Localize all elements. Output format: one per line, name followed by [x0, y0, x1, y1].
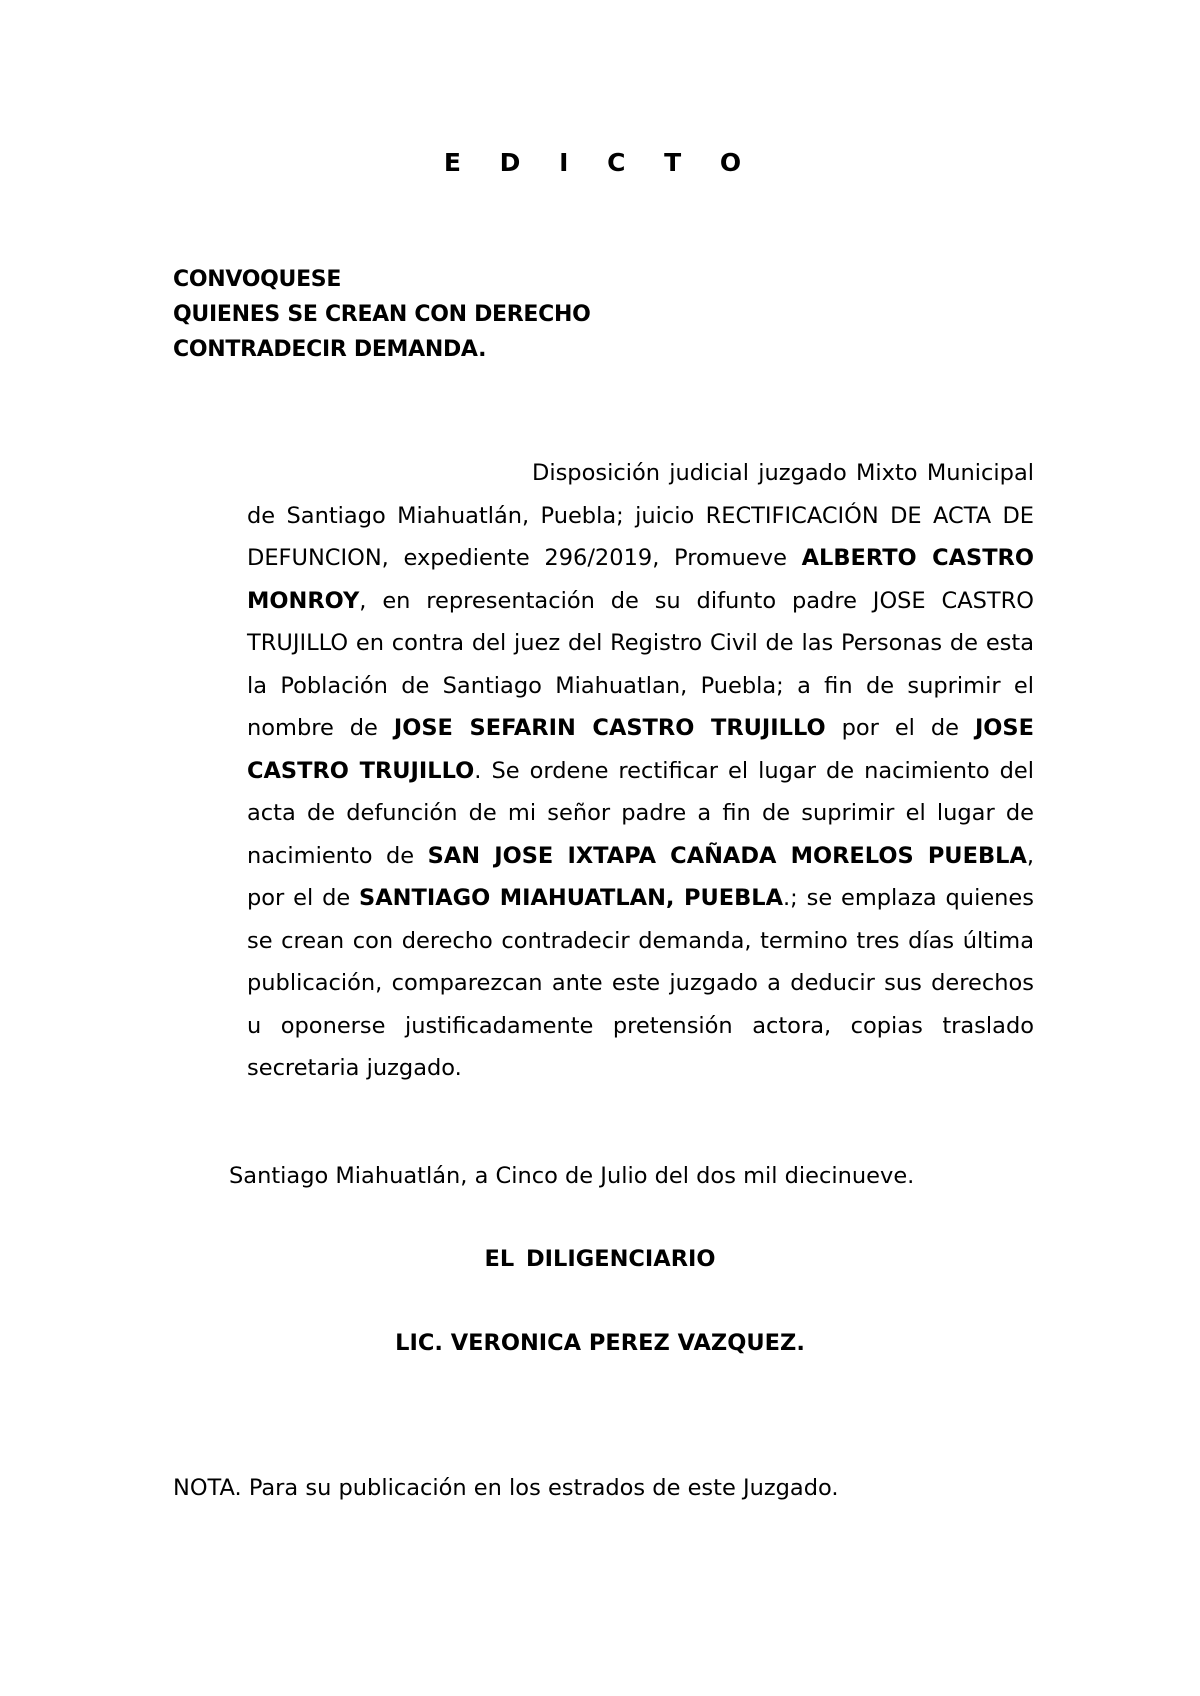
previous-name: JOSE SEFARIN CASTRO TRUJILLO: [393, 715, 826, 741]
promovente-name: ALBERTO CASTRO MONROY: [247, 545, 1034, 614]
new-birthplace: SANTIAGO MIAHUATLAN, PUEBLA: [359, 885, 784, 911]
convocation-line-2: QUIENES SE CREAN CON DERECHO: [173, 302, 591, 327]
convocation-line-3: CONTRADECIR DEMANDA.: [173, 337, 487, 362]
body-text-3: por el de: [841, 715, 959, 741]
place-and-date: Santiago Miahuatlán, a Cinco de Julio del dos mil diecinueve.: [229, 1163, 915, 1189]
body-text-5: , por el de: [247, 842, 1035, 911]
document-title: E D I C T O: [443, 148, 757, 177]
body-text-2: , en representación de su difunto padre JOSE CASTRO TRUJILLO en contra del juez del Registro Civil de las Personas de esta la Población de Santiago Miahuatlan, Puebla; a fin de suprimir el nombre de: [247, 587, 1034, 741]
publication-note: NOTA. Para su publicación en los estrados de este Juzgado.: [173, 1475, 839, 1501]
body-text-1: Disposición judicial juzgado Mixto Municipal de Santiago Miahuatlán, Puebla; juicio RECTIFICACIÓN DE ACTA DE DEFUNCION, expediente 296/2019, Promueve: [247, 460, 1034, 571]
edict-body-paragraph: [247, 452, 1034, 1090]
body-text-4: . Se ordene rectificar el lugar de nacimiento del acta de defunción de mi señor padre a fin de suprimir el lugar de nacimiento de: [247, 757, 1034, 869]
new-name: JOSE CASTRO TRUJILLO: [247, 715, 1035, 784]
convocation-block: [173, 262, 591, 367]
convocation-line-1: CONVOQUESE: [173, 267, 342, 292]
officer-title: EL DILIGENCIARIO: [484, 1246, 716, 1272]
body-text-6: .; se emplaza quienes se crean con derecho contradecir demanda, termino tres días última publicación, comparezcan ante este juzgado a deducir sus derechos u oponerse justificadamente pretensión actora, copias traslado secretaria juzgado.: [247, 885, 1034, 1081]
signer-name: LIC. VERONICA PEREZ VAZQUEZ.: [395, 1330, 805, 1356]
previous-birthplace: SAN JOSE IXTAPA CAÑADA MORELOS PUEBLA: [427, 842, 1027, 869]
